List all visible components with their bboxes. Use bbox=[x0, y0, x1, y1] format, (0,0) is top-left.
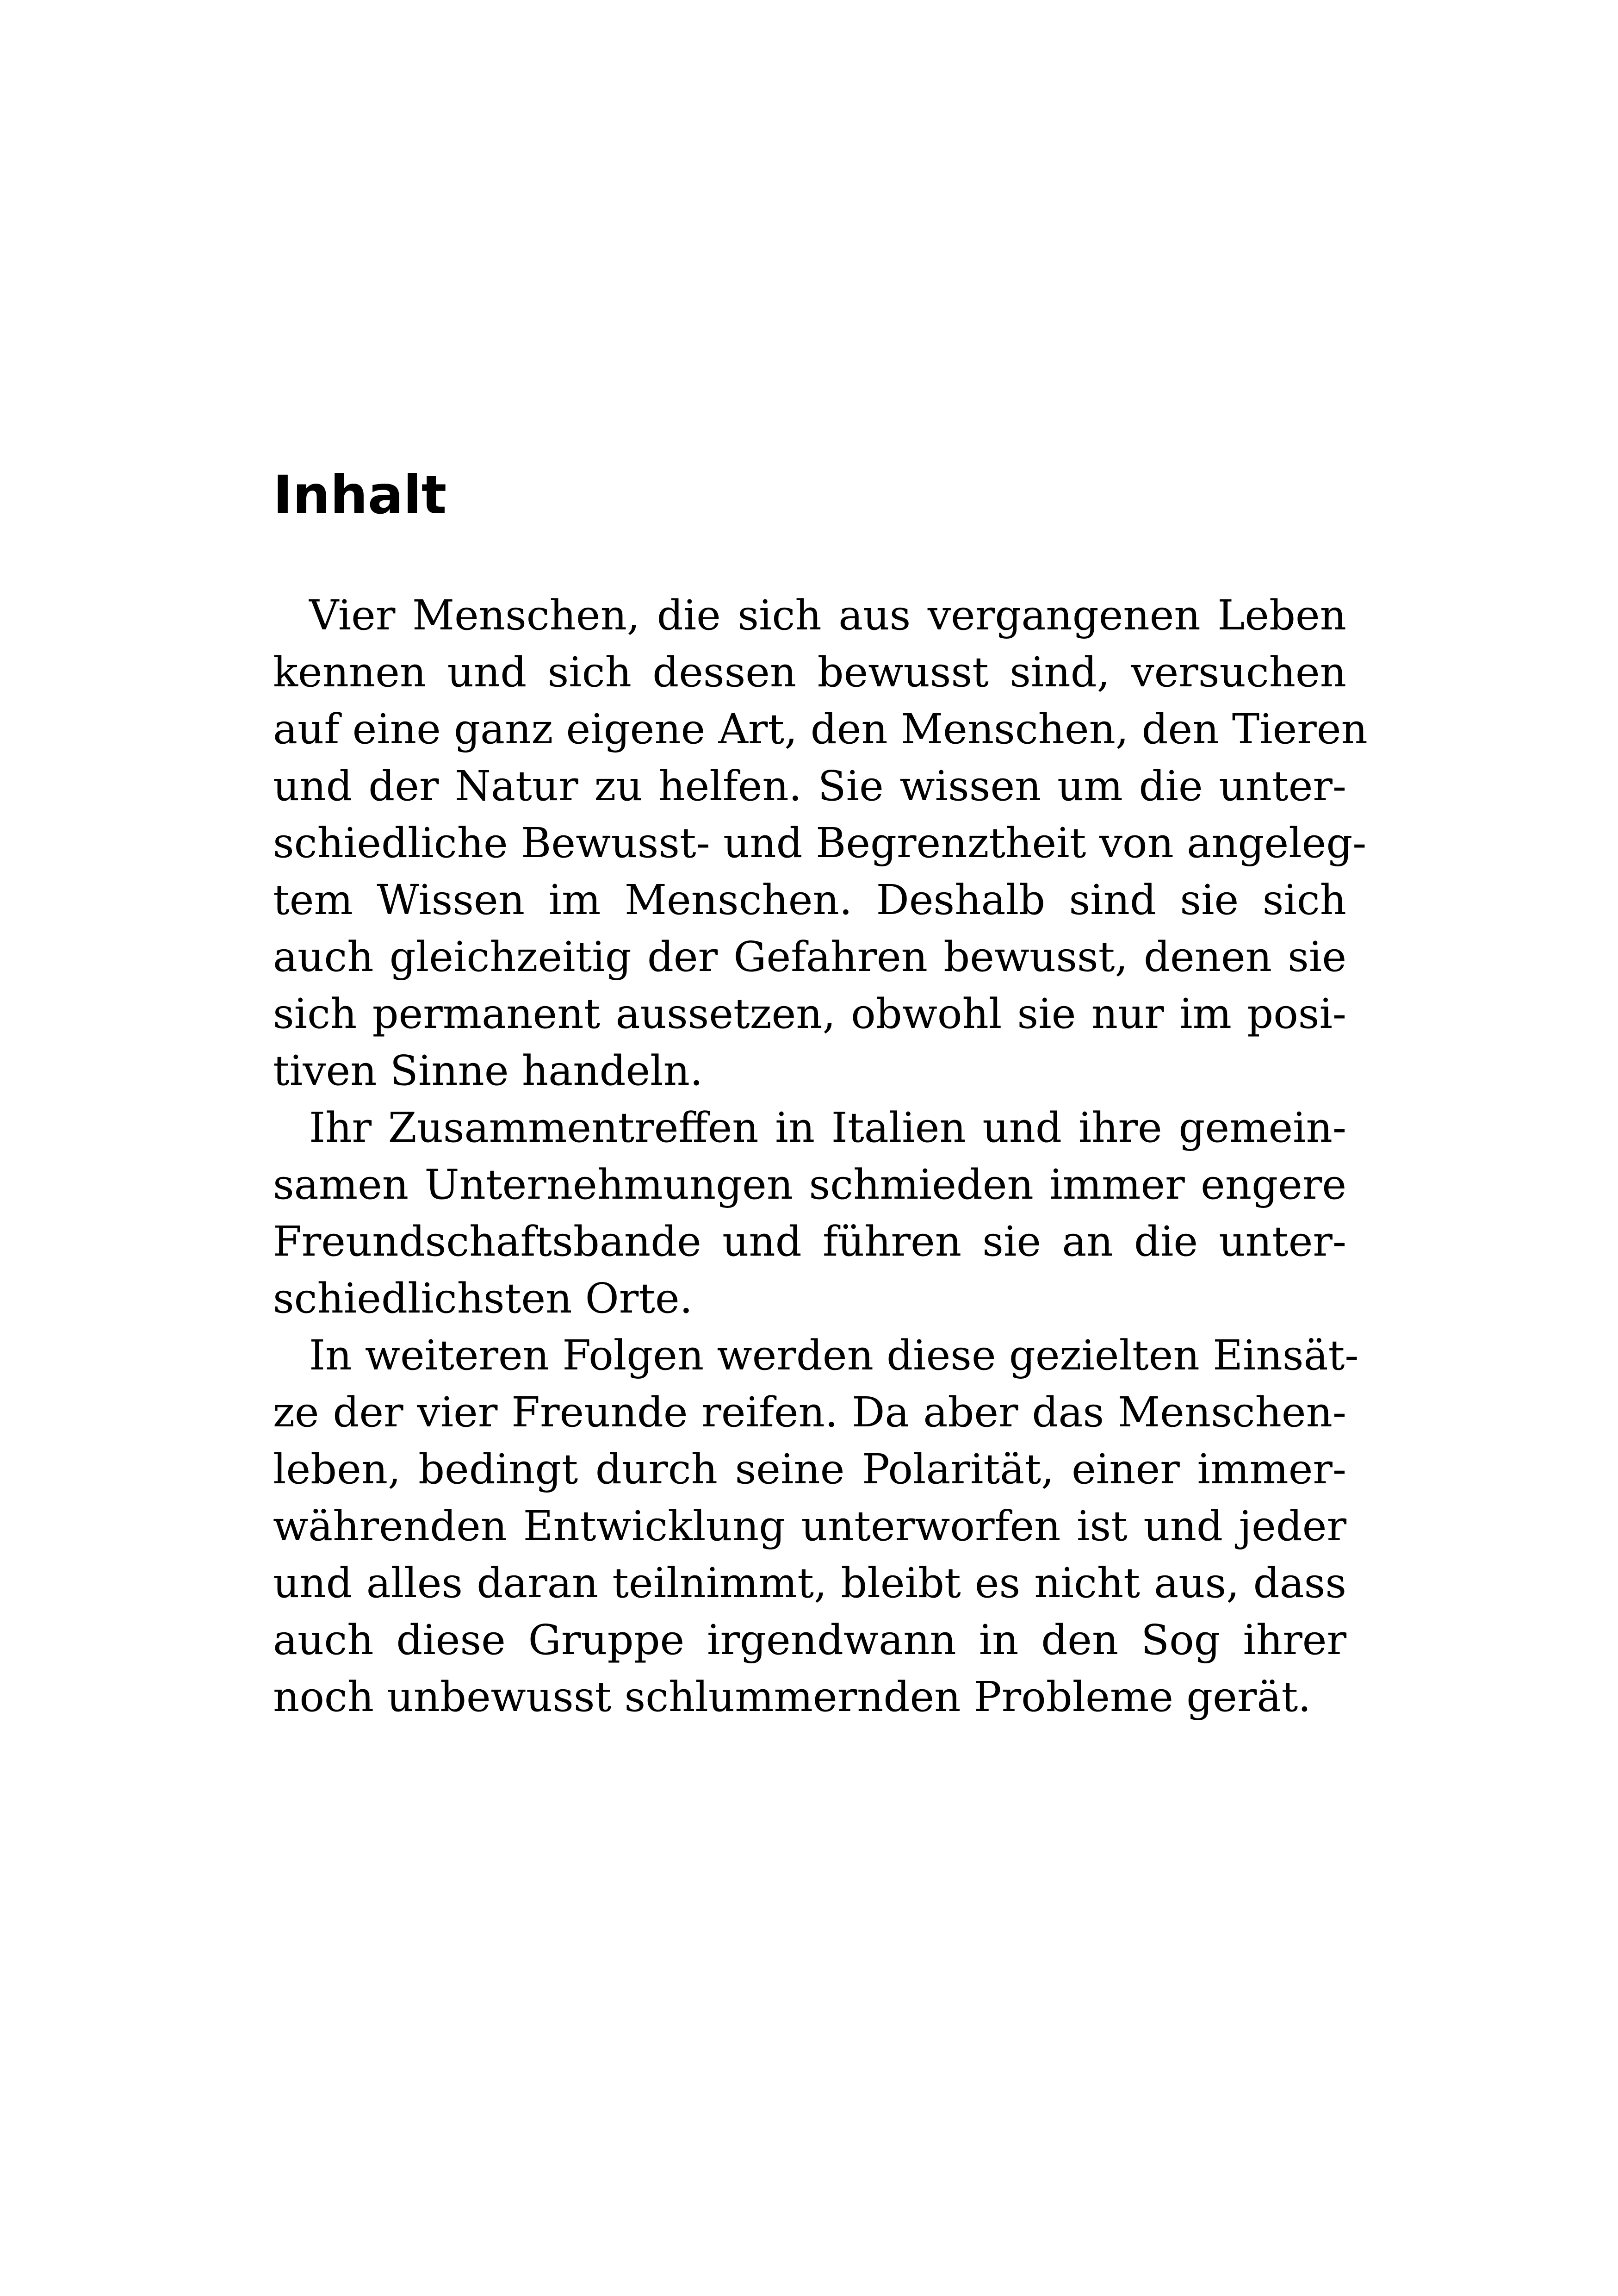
text-line: noch unbewusst schlummernden Probleme gerät. bbox=[273, 1673, 1311, 1721]
text-line: währenden Entwicklung unterworfen ist und jeder bbox=[273, 1502, 1346, 1550]
paragraph-1 bbox=[273, 587, 1368, 1099]
body-text bbox=[273, 587, 1368, 1725]
text-line: ze der vier Freunde reifen. Da aber das Menschen- bbox=[273, 1388, 1346, 1436]
text-line: schiedlichsten Orte. bbox=[273, 1274, 693, 1322]
paragraph-3 bbox=[273, 1327, 1359, 1725]
text-line: samen Unternehmungen schmieden immer engere bbox=[273, 1160, 1346, 1208]
text-line: Ihr Zusammentreffen in Italien und ihre gemein- bbox=[309, 1103, 1346, 1151]
text-line: kennen und sich dessen bewusst sind, versuchen bbox=[273, 648, 1346, 696]
page-heading: Inhalt bbox=[273, 464, 447, 526]
text-line: und der Natur zu helfen. Sie wissen um die unter- bbox=[273, 762, 1346, 810]
text-line: Freundschaftsbande und führen sie an die unter- bbox=[273, 1217, 1346, 1265]
text-line: In weiteren Folgen werden diese gezielten Einsät- bbox=[309, 1331, 1359, 1379]
text-line: leben, bedingt durch seine Polarität, einer immer- bbox=[273, 1445, 1346, 1493]
text-line: Vier Menschen, die sich aus vergangenen Leben bbox=[309, 591, 1346, 639]
text-line: auf eine ganz eigene Art, den Menschen, den Tieren bbox=[273, 705, 1368, 753]
text-line: auch gleichzeitig der Gefahren bewusst, denen sie bbox=[273, 933, 1346, 981]
text-line: tiven Sinne handeln. bbox=[273, 1046, 703, 1095]
text-line: sich permanent aussetzen, obwohl sie nur im posi- bbox=[273, 989, 1346, 1038]
text-line: schiedliche Bewusst- und Begrenztheit von angeleg- bbox=[273, 819, 1367, 867]
text-line: tem Wissen im Menschen. Deshalb sind sie sich bbox=[273, 876, 1346, 924]
text-line: und alles daran teilnimmt, bleibt es nicht aus, dass bbox=[273, 1559, 1346, 1607]
paragraph-2 bbox=[273, 1099, 1346, 1327]
text-line: auch diese Gruppe irgendwann in den Sog ihrer bbox=[273, 1616, 1346, 1664]
